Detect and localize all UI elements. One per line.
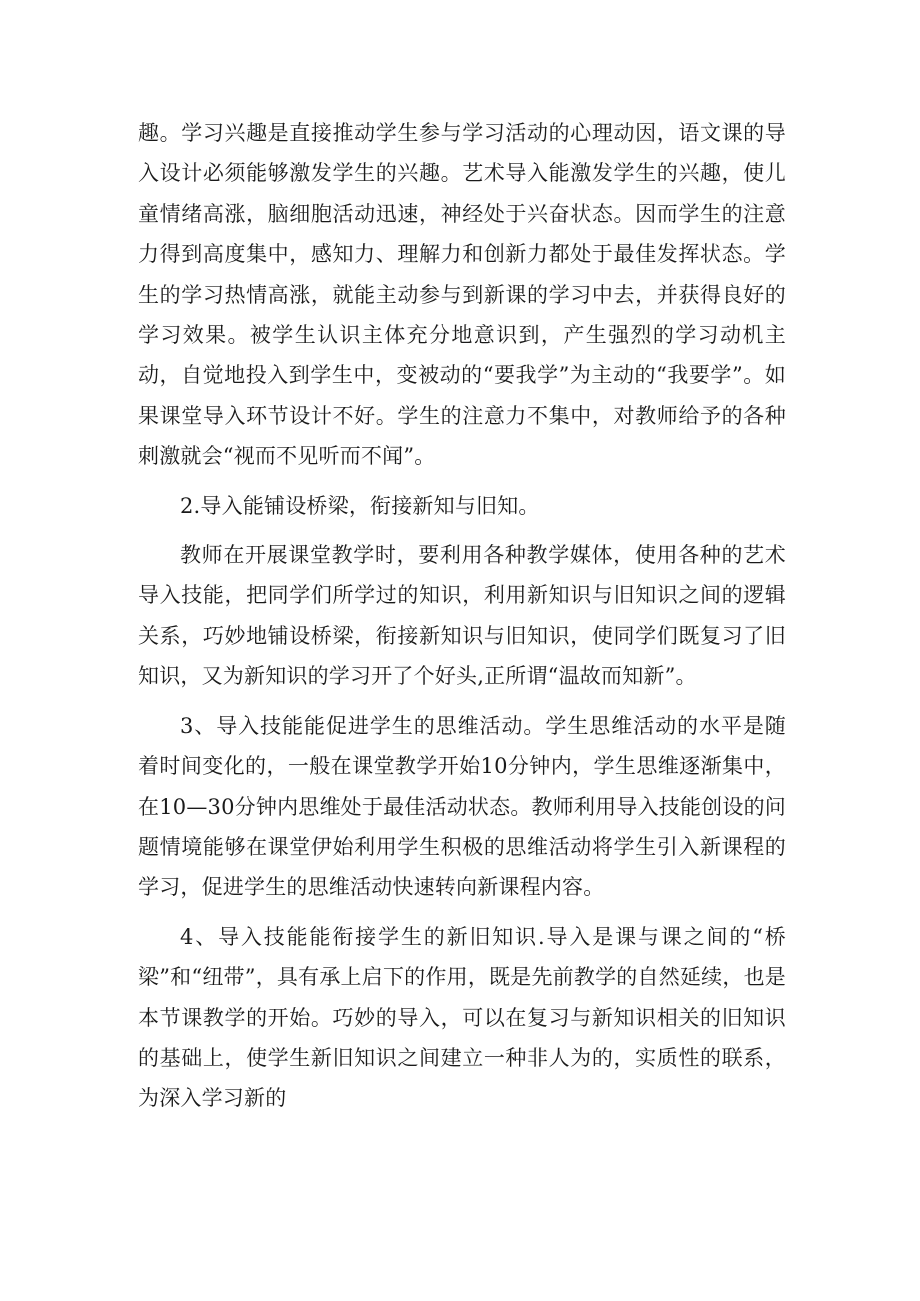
paragraph-heading-2: 2.导入能铺设桥梁，衔接新知与旧知。 xyxy=(180,493,540,518)
document-body xyxy=(138,113,786,1119)
paragraph-bridge: 教师在开展课堂教学时，要利用各种教学媒体，使用各种的艺术导入技能，把同学们所学过的知识，利用新知识与旧知识之间的逻辑关系，巧妙地铺设桥梁，衔接新知识与旧知识，使同学们既复习了旧知识，又为新知识的学习开了个好头,正所谓“温故而知新”。 xyxy=(138,543,786,689)
paragraph-thinking: 3、导入技能能促进学生的思维活动。学生思维活动的水平是随着时间变化的，一般在课堂教学开始10分钟内，学生思维逐渐集中，在10—30分钟内思维处于最佳活动状态。教师利用导入技能创设的问题情境能够在课堂伊始利用学生积极的思维活动将学生引入新课程的学习，促进学生的思维活动快速转向新课程内容。 xyxy=(138,713,786,900)
paragraph-connection: 4、导入技能能衔接学生的新旧知识.导入是课与课之间的“桥梁”和“纽带”，具有承上启下的作用，既是先前教学的自然延续，也是本节课教学的开始。巧妙的导入，可以在复习与新知识相关的旧知识的基础上，使学生新旧知识之间建立一种非人为的，实质性的联系，为深入学习新的 xyxy=(138,924,786,1111)
paragraph-interest: 趣。学习兴趣是直接推动学生参与学习活动的心理动因，语文课的导入设计必须能够激发学生的兴趣。艺术导入能激发学生的兴趣，使儿童情绪高涨，脑细胞活动迅速，神经处于兴奋状态。因而学生的注意力得到高度集中，感知力、理解力和创新力都处于最佳发挥状态。学生的学习热情高涨，就能主动参与到新课的学习中去，并获得良好的学习效果。被学生认识主体充分地意识到，产生强烈的学习动机主动，自觉地投入到学生中，变被动的“要我学”为主动的“我要学”。如果课堂导入环节设计不好。学生的注意力不集中，对教师给予的各种刺激就会“视而不见听而不闻”。 xyxy=(138,121,786,469)
